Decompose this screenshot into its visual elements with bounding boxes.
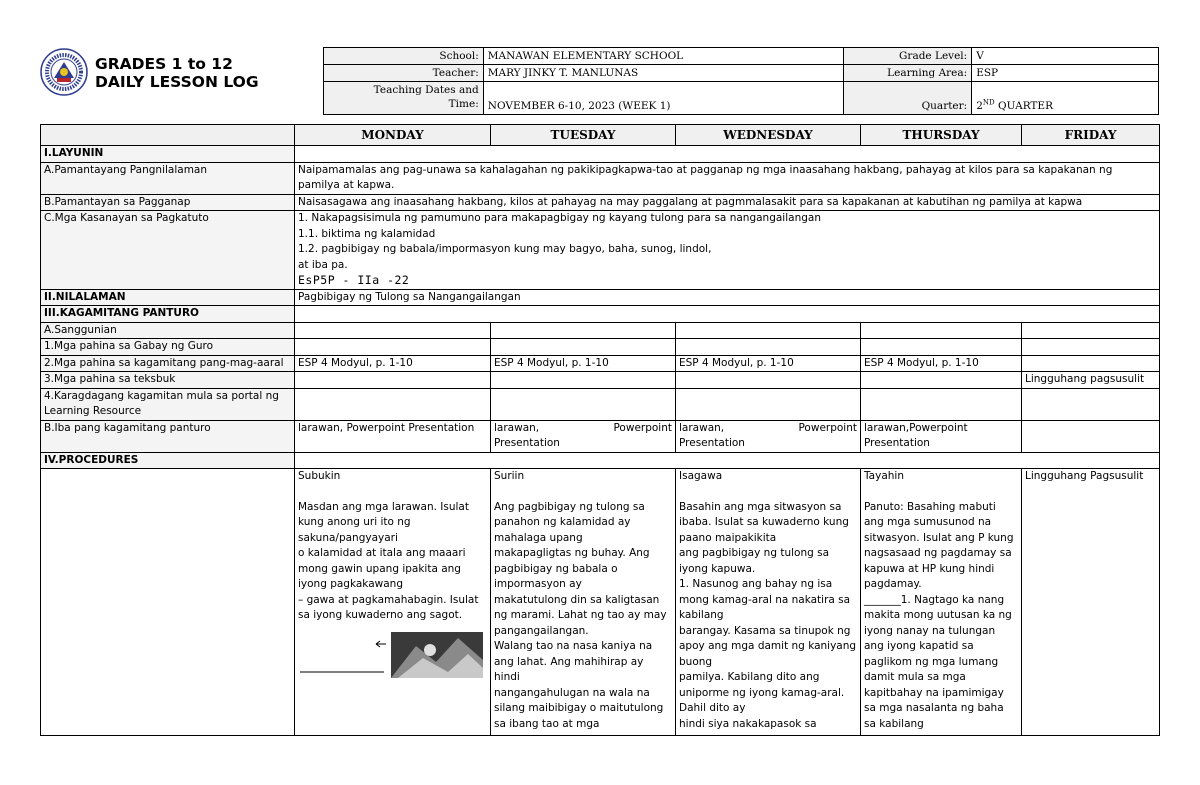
row-label-portal: 4.Karagdagang kagamitan mula sa portal ng Learning Resource	[41, 388, 295, 420]
empty-cell	[1022, 355, 1160, 372]
procedure-wednesday-body: Basahin ang mga sitwasyon sa ibaba. Isulat sa kuwaderno kung paano maipakikita ang pagbibigay ng tulong sa iyong kapuwa. 1. Nasunog ang bahay ng isa mong kamag-aral na nakatira sa kabilang barangay. Kasama sa tinupok ng apoy ang mga damit ng kaniyang buong pamilya. Kabilang dito ang uniporme ng iyong kamag-aral. Dahil dito ay hindi siya nakakapasok sa	[679, 500, 857, 730]
school-label: School:	[324, 48, 484, 65]
iba-tuesday-b: Powerpoint	[613, 421, 672, 434]
quarter-number: 2	[976, 100, 983, 112]
teksbuk-friday: Lingguhang pagsusulit	[1022, 372, 1160, 389]
quarter-suffix: ND	[982, 98, 995, 107]
day-friday: FRIDAY	[1022, 125, 1160, 146]
iba-tuesday	[491, 420, 676, 452]
procedure-thursday	[861, 469, 1022, 736]
procedure-friday	[1022, 469, 1160, 736]
dates-label-line-1: Teaching Dates and	[373, 84, 479, 96]
empty-cell	[676, 388, 861, 420]
row-label-iba: B.Iba pang kagamitang panturo	[41, 420, 295, 452]
quarter-value	[972, 82, 1159, 115]
empty-cell	[676, 339, 861, 356]
day-tuesday: TUESDAY	[491, 125, 676, 146]
empty-cell	[861, 322, 1022, 339]
empty-cell	[861, 388, 1022, 420]
procedure-monday-title: Subukin	[298, 470, 341, 482]
section-kagamitan: III.KAGAMITANG PANTURO	[41, 306, 295, 323]
document-title	[95, 55, 259, 91]
school-value: MANAWAN ELEMENTARY SCHOOL	[483, 48, 844, 65]
empty-cell	[491, 322, 676, 339]
iba-monday: larawan, Powerpoint Presentation	[295, 420, 491, 452]
kasanayan-line-1: 1. Nakapagsisimula ng pamumuno para makapagbigay ng kayang tulong para sa nangangailangan	[298, 212, 821, 224]
empty-cell	[676, 372, 861, 389]
empty-cell	[295, 306, 1160, 323]
procedure-tuesday-title: Suriin	[494, 470, 525, 482]
empty-cell	[491, 388, 676, 420]
title-line-1: GRADES 1 to 12	[95, 55, 233, 73]
procedure-tuesday-body: Ang pagbibigay ng tulong sa panahon ng kalamidad ay mahalaga upang makapagligtas ng buhay. Ang pagbibigay ng babala o impormasyon ay makatutulong din sa kaligtasan ng marami. Lahat ng tao ay may pangangailangan. Walang tao na nasa kaniya na ang lahat. Ang mahihirap ay hindi nangangahulugan na wala na silang maibibigay o maitutulong sa ibang tao at mga	[494, 500, 667, 730]
modyul-tuesday: ESP 4 Modyul, p. 1-10	[491, 355, 676, 372]
empty-cell	[1022, 388, 1160, 420]
modyul-monday: ESP 4 Modyul, p. 1-10	[295, 355, 491, 372]
row-label-pamantayang: A.Pamantayang Pangnilalaman	[41, 162, 295, 194]
procedure-thursday-body: Panuto: Basahing mabuti ang mga sumusunod na sitwasyon. Isulat ang P kung nagsasaad ng pagdamay sa kapuwa at HP kung hindi pagdamay. _______1. Nagtago ka nang makita mong uutusan ka ng iyong nanay na tulungan ang iyong kapatid sa paglikom ng mga lumang damit mula sa mga kapitbahay na ipamimigay sa mga nasalanta ng baha sa kabilang	[864, 500, 1014, 730]
iba-wednesday-a: larawan,	[679, 421, 725, 434]
kasanayan-content	[295, 211, 1160, 290]
section-layunin: I.LAYUNIN	[41, 146, 295, 163]
quarter-label: Quarter:	[844, 82, 972, 115]
grade-value: V	[972, 48, 1159, 65]
empty-cell	[295, 322, 491, 339]
day-thursday: THURSDAY	[861, 125, 1022, 146]
iba-wednesday-c: Presentation	[679, 437, 745, 449]
kasanayan-line-4: at iba pa.	[298, 258, 348, 271]
empty-cell	[295, 146, 1160, 163]
empty-cell	[295, 452, 1160, 469]
area-value: ESP	[972, 65, 1159, 82]
iba-tuesday-c: Presentation	[494, 437, 560, 449]
procedure-wednesday-title: Isagawa	[679, 470, 723, 482]
kasanayan-line-3: 1.2. pagbibigay ng babala/impormasyon kung may bagyo, baha, sunog, lindol,	[298, 243, 712, 255]
empty-cell	[491, 372, 676, 389]
pagganap-content: Naisasagawa ang inaasahang hakbang, kilos at pahayag na may paggalang at pagmmalasakit para sa kapakanan at kabutihan ng pamilya at kapwa	[295, 194, 1160, 211]
procedure-monday-body: Masdan ang mga larawan. Isulat kung anong uri ito ng sakuna/pangyayari o kalamidad at itala ang maaari mong gawin upang ipakita ang iyong pagkakawang – gawa at pagkamahabagin. Isulat sa iyong kuwaderno ang sagot.	[298, 500, 479, 621]
row-label-teksbuk: 3.Mga pahina sa teksbuk	[41, 372, 295, 389]
section-nilalaman: II.NILALAMAN	[41, 289, 295, 306]
empty-cell	[41, 469, 295, 736]
nilalaman-content: Pagbibigay ng Tulong sa Nangangailangan	[295, 289, 1160, 306]
procedure-friday-title: Lingguhang Pagsusulit	[1025, 470, 1144, 482]
dates-label	[324, 82, 484, 115]
empty-corner-cell	[41, 125, 295, 146]
empty-cell	[1022, 339, 1160, 356]
empty-cell	[1022, 322, 1160, 339]
iba-wednesday-b: Powerpoint	[798, 421, 857, 434]
row-label-sanggunian: A.Sanggunian	[41, 322, 295, 339]
area-label: Learning Area:	[844, 65, 972, 82]
procedure-monday	[295, 469, 491, 736]
disaster-picture	[298, 632, 487, 678]
header-info-table	[323, 47, 1159, 115]
lesson-log-table	[40, 124, 1160, 736]
teacher-label: Teacher:	[324, 65, 484, 82]
section-procedures: IV.PROCEDURES	[41, 452, 295, 469]
row-label-gabay: 1.Mga pahina sa Gabay ng Guro	[41, 339, 295, 356]
procedure-tuesday	[491, 469, 676, 736]
procedure-wednesday	[676, 469, 861, 736]
teacher-value: MARY JINKY T. MANLUNAS	[483, 65, 844, 82]
procedure-thursday-title: Tayahin	[864, 470, 904, 482]
empty-cell	[861, 339, 1022, 356]
day-header-row	[41, 125, 1160, 146]
iba-thursday: larawan,Powerpoint Presentation	[861, 420, 1022, 452]
empty-cell	[295, 339, 491, 356]
grade-label: Grade Level:	[844, 48, 972, 65]
iba-tuesday-a: larawan,	[494, 421, 540, 434]
row-label-kasanayan: C.Mga Kasanayan sa Pagkatuto	[41, 211, 295, 290]
quarter-word: QUARTER	[994, 100, 1053, 112]
modyul-thursday: ESP 4 Modyul, p. 1-10	[861, 355, 1022, 372]
modyul-wednesday: ESP 4 Modyul, p. 1-10	[676, 355, 861, 372]
pamantayang-content: Naipamamalas ang pag-unawa sa kahalagahan ng pakikipagkapwa-tao at pagganap ng mga inaasahang hakbang, pahayag at kilos para sa kapakanan ng pamilya at kapwa.	[295, 162, 1160, 194]
kasanayan-line-2: 1.1. biktima ng kalamidad	[298, 227, 436, 240]
iba-wednesday	[676, 420, 861, 452]
empty-cell	[295, 372, 491, 389]
empty-cell	[861, 372, 1022, 389]
dates-value: NOVEMBER 6-10, 2023 (WEEK 1)	[483, 82, 844, 115]
row-label-mag-aaral: 2.Mga pahina sa kagamitang pang-mag-aaral	[41, 355, 295, 372]
row-label-pagganap: B.Pamantayan sa Pagganap	[41, 194, 295, 211]
dates-label-line-2: Time:	[448, 98, 479, 110]
empty-cell	[295, 388, 491, 420]
day-wednesday: WEDNESDAY	[676, 125, 861, 146]
title-line-2: DAILY LESSON LOG	[95, 73, 259, 91]
deped-seal-icon	[40, 48, 88, 96]
day-monday: MONDAY	[295, 125, 491, 146]
empty-cell	[676, 322, 861, 339]
empty-cell	[491, 339, 676, 356]
competency-code: EsP5P - IIa -22	[298, 273, 410, 287]
empty-cell	[1022, 420, 1160, 452]
